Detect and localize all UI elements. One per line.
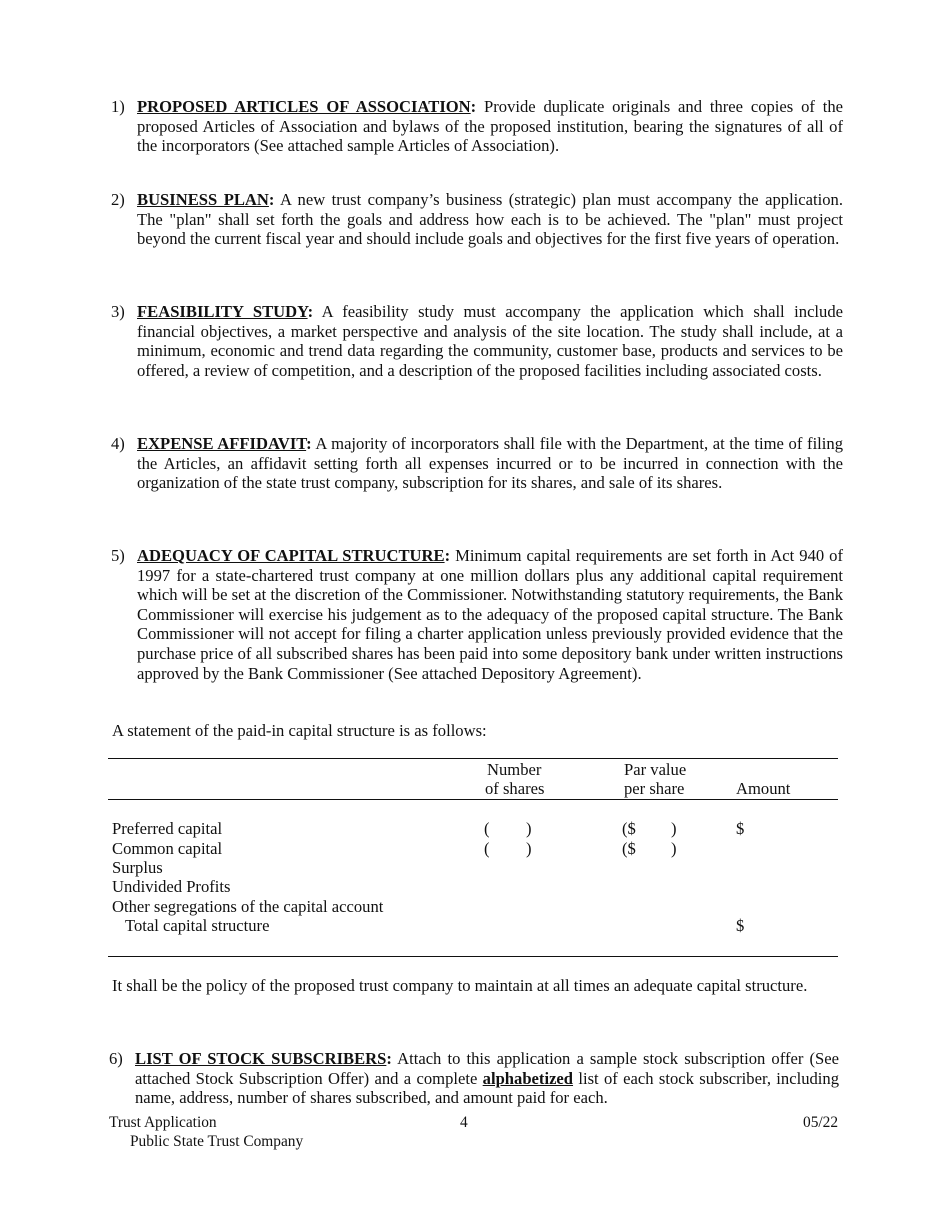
section-number: 4)	[111, 434, 125, 453]
section-heading: PROPOSED ARTICLES OF ASSOCIATION	[137, 97, 471, 116]
row-shares-open: (	[484, 819, 490, 838]
section-heading: LIST OF STOCK SUBSCRIBERS	[135, 1049, 387, 1068]
section-heading-colon: :	[470, 97, 477, 116]
row-shares-close: )	[526, 819, 532, 838]
section-text: Minimum capital requirements are set forth in Act 940 of 1997 for a state-chartered trust company at one million dollars plus any additional capital requirement which will be set at the discretion of the Commissioner. Notwithstanding statutory requirements, the Bank Commissioner will exercise his judgement as to the adequacy of the proposed capital structure. The Bank Commissioner will not accept for filing a charter application unless previously provided evidence that the purchase price of all subscribed shares has been paid into some depository bank under written instructions approved by the Bank Commissioner (See attached Depository Agreement).	[137, 546, 844, 683]
section-heading: FEASIBILITY STUDY	[137, 302, 308, 321]
header-shares-line2: of shares	[485, 779, 545, 798]
capital-statement-intro: A statement of the paid-in capital structure is as follows:	[112, 721, 487, 740]
row-label-undivided-profits: Undivided Profits	[112, 877, 231, 896]
row-label-preferred-capital: Preferred capital	[112, 819, 223, 838]
section-text: Provide duplicate originals and three copies of the proposed Articles of Association and bylaws of the proposed institution, bearing the signatures of all of the incorporators (See attached sample Articles of Association).	[137, 97, 843, 156]
footer-company-name: Public State Trust Company	[130, 1133, 304, 1150]
table-bottom-rule	[108, 956, 838, 957]
section-number: 6)	[109, 1049, 123, 1068]
section-text: A majority of incorporators shall file with the Department, at the time of filing the Articles, an affidavit setting forth all expenses incurred or to be incurred in connection with the organization of the state trust company, subscription for its shares, and sale of its shares.	[137, 434, 843, 493]
section-heading-colon: :	[307, 302, 314, 321]
row-shares-open: (	[484, 839, 490, 858]
section-heading: ADEQUACY OF CAPITAL STRUCTURE	[137, 546, 445, 565]
row-amount-total: $	[736, 916, 745, 935]
row-shares-close: )	[526, 839, 532, 858]
section-expense-affidavit	[111, 434, 843, 493]
row-par-open: ($	[622, 819, 636, 838]
section-stock-subscribers	[109, 1049, 839, 1108]
capital-policy-text: It shall be the policy of the proposed trust company to maintain at all times an adequate capital structure.	[112, 976, 808, 995]
header-amount: Amount	[736, 779, 791, 798]
header-par-line1: Par value	[624, 760, 687, 779]
section-heading-colon: :	[306, 434, 312, 453]
table-top-rule	[108, 758, 838, 759]
row-par-close: )	[671, 819, 677, 838]
header-shares-line1: Number	[487, 760, 542, 779]
row-label-other-segregations: Other segregations of the capital account	[112, 897, 384, 916]
section-heading-colon: :	[444, 546, 451, 565]
section-business-plan	[111, 190, 843, 249]
section-number: 3)	[111, 302, 125, 321]
row-par-close: )	[671, 839, 677, 858]
section-text: A feasibility study must accompany the application which shall include financial objectives, a market perspective and analysis of the site location. The study shall include, at a minimum, economic and trend data regarding the community, customer base, products and services to be offered, a review of competition, and a description of the proposed facilities including associated costs.	[137, 302, 844, 380]
section-heading: BUSINESS PLAN	[137, 190, 269, 209]
section-number: 2)	[111, 190, 125, 209]
section-heading: EXPENSE AFFIDAVIT	[137, 434, 307, 453]
section-heading-colon: :	[268, 190, 275, 209]
row-label-common-capital: Common capital	[112, 839, 223, 858]
section-number: 1)	[111, 97, 125, 116]
section-articles-of-association	[111, 97, 843, 156]
row-label-total-capital: Total capital structure	[125, 916, 270, 935]
section-capital-structure	[111, 546, 843, 683]
row-label-surplus: Surplus	[112, 858, 163, 877]
section-feasibility-study	[111, 302, 843, 380]
footer-page-number: 4	[460, 1114, 468, 1131]
table-header-rule	[108, 799, 838, 800]
row-par-open: ($	[622, 839, 636, 858]
row-amount: $	[736, 819, 745, 838]
emphasis-alphabetized: alphabetized	[482, 1068, 574, 1088]
section-text: A new trust company’s business (strategic) plan must accompany the application. The "plan" shall set forth the goals and address how each is to be achieved. The "plan" must project beyond the current fiscal year and should include goals and objectives for the first five years of operation.	[137, 190, 843, 249]
header-par-line2: per share	[624, 779, 685, 798]
footer-document-title: Trust Application	[109, 1114, 217, 1131]
section-number: 5)	[111, 546, 125, 565]
section-text-cont: list of each stock subscriber, including name, address, number of shares subscribed, and amount paid for each.	[135, 1068, 839, 1108]
section-text: Attach to this application a sample stock subscription offer (See attached Stock Subscription Offer) and a complete	[135, 1049, 839, 1088]
section-heading-colon: :	[386, 1049, 392, 1068]
footer-revision-date: 05/22	[803, 1114, 839, 1131]
